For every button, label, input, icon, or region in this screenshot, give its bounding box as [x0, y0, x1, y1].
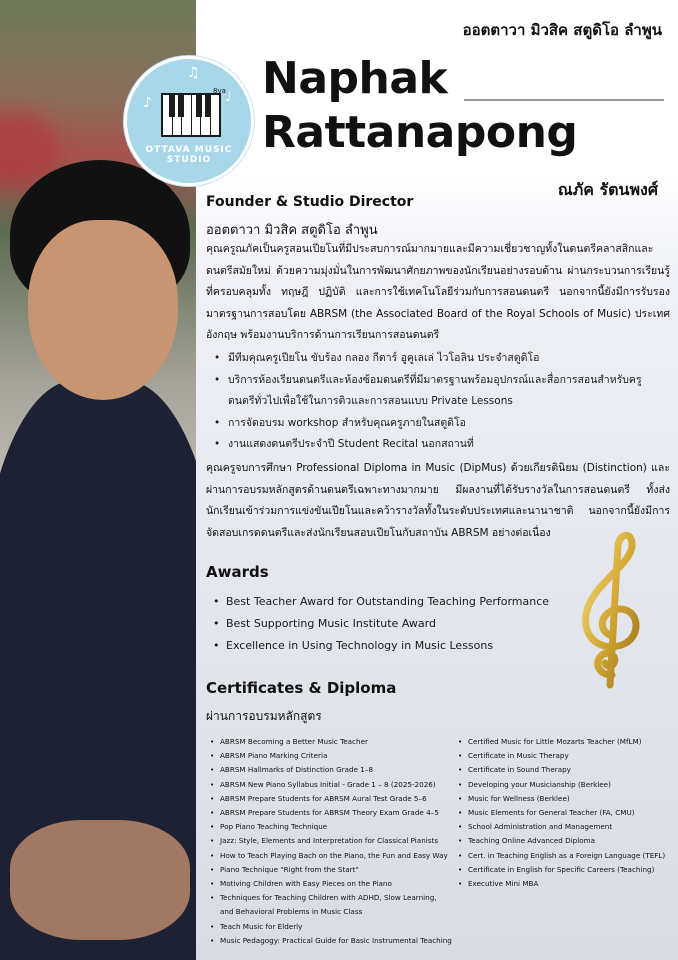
role-title: Founder & Studio Director: [206, 194, 414, 210]
studio-header: ออตตาวา มิวสิค สตูดิโอ ลำพูน: [462, 21, 662, 39]
list-item: • ABRSM Piano Marking Criteria: [220, 749, 466, 763]
list-item: • บริการห้องเรียนดนตรีและห้องซ้อมดนตรีที่มีมาตรฐานพร้อมอุปกรณ์และสื่อการสอนสำหรับครูดนตรีทั่วไปเพื่อใช้ในการติวและการสอนแบบ Private Lessons: [228, 370, 668, 413]
ottava-mark: 8va: [213, 87, 226, 95]
list-item: • Certificate in English for Specific Careers (Teaching): [468, 863, 673, 877]
services-list: [228, 348, 668, 456]
list-item: • งานแสดงดนตรีประจำปี Student Recital นอกสถานที่: [228, 434, 668, 456]
treble-clef-icon: [560, 525, 660, 695]
certificates-list-left: [220, 735, 466, 948]
certificates-heading: Certificates & Diploma: [206, 679, 397, 697]
list-item: • Music Elements for General Teacher (FA, CMU): [468, 806, 673, 820]
list-item: • Music Pedagogy: Practical Guide for Basic Instrumental Teaching: [220, 934, 466, 948]
logo-text: OTTAVA MUSIC STUDIO: [145, 145, 233, 165]
list-item: • Certificate in Music Therapy: [468, 749, 673, 763]
list-item: • ABRSM Prepare Students for ABRSM Aural Test Grade 5–6: [220, 792, 466, 806]
studio-logo: [124, 56, 254, 186]
bio-intro: คุณครูณภัคเป็นครูสอนเปียโนที่มีประสบการณ์มากมายและมีความเชี่ยวชาญทั้งในดนตรีคลาสสิกและดนตรีสมัยใหม่ ด้วยความมุ่งมั่นในการพัฒนาศักยภาพของนักเรียนอย่างรอบด้าน ผ่านกระบวนการเรียนรู้ที่ครอบคลุมทั้ง ทฤษฎี ปฏิบัติ และการใช้เทคโนโลยีร่วมกับการสอนดนตรี นอกจากนี้ยังมีการรับรองมาตรฐานการสอบโดย ABRSM (the Associated Board of the Royal Schools of Music) ประเทศอังกฤษ พร้อมงานบริการด้านการเรียนการสอนดนตรี: [206, 243, 670, 341]
awards-list: [226, 591, 549, 657]
list-item: • Motiving Children with Easy Pieces on the Piano: [220, 877, 466, 891]
list-item: • ABRSM Prepare Students for ABRSM Theory Exam Grade 4–5: [220, 806, 466, 820]
certificates-subheading: ผ่านการอบรมหลักสูตร: [206, 709, 322, 723]
list-item: • Developing your Musicianship (Berklee): [468, 778, 673, 792]
list-item: • Certified Music for Little Mozarts Teacher (MfLM): [468, 735, 673, 749]
list-item: • Techniques for Teaching Children with ADHD, Slow Learning,: [220, 891, 466, 905]
list-item: • Piano Technique "Right from the Start": [220, 863, 466, 877]
studio-subtitle: ออตตาวา มิวสิค สตูดิโอ ลำพูน: [206, 223, 378, 238]
list-item: • How to Teach Playing Bach on the Piano, the Fun and Easy Way: [220, 849, 466, 863]
music-note-icon: ♫: [187, 65, 200, 81]
list-item: • Teaching Online Advanced Diploma: [468, 834, 673, 848]
bio-education: คุณครูจบการศึกษา Professional Diploma in Music (DipMus) ด้วยเกียรตินิยม (Distinction) และผ่านการอบรมหลักสูตรด้านดนตรีเฉพาะทางมากมาย มีผลงานที่ได้รับรางวัลในการสอนดนตรี ทั้งส่งนักเรียนเข้าร่วมการแข่งขันเปียโนและคว้ารางวัลทั้งในระดับประเทศและนานาชาติ นอกจากนี้ยังมีการจัดสอบเกรดดนตรีและส่งนักเรียนสอบเปียโนกับสถาบัน ABRSM อย่างต่อเนื่อง: [206, 462, 670, 539]
music-note-icon: ♩: [225, 89, 232, 105]
thai-name: ณภัค รัตนพงศ์: [557, 180, 658, 199]
list-item: • School Administration and Management: [468, 820, 673, 834]
list-item: • Best Supporting Music Institute Award: [226, 613, 549, 635]
list-item: • ABRSM Becoming a Better Music Teacher: [220, 735, 466, 749]
list-item: • Teach Music for Elderly: [220, 920, 466, 934]
piano-keys-icon: [161, 93, 221, 137]
list-item: • Excellence in Using Technology in Music Lessons: [226, 635, 549, 657]
list-item-continued: and Behavioral Problems in Music Class: [220, 907, 363, 917]
list-item: • มีทีมคุณครูเปียโน ขับร้อง กลอง กีตาร์ อูคูเลเล่ ไวโอลิน ประจำสตูดิโอ: [228, 348, 668, 370]
list-item: • Pop Piano Teaching Technique: [220, 820, 466, 834]
certificates-list-right: [468, 735, 673, 891]
list-item: • ABRSM New Piano Syllabus Initial - Grade 1 – 8 (2025-2026): [220, 778, 466, 792]
list-item: • Music for Wellness (Berklee): [468, 792, 673, 806]
name-last: Rattanapong: [262, 107, 578, 158]
music-note-icon: ♪: [143, 95, 152, 111]
awards-heading: Awards: [206, 563, 269, 581]
list-item: • การจัดอบรม workshop สำหรับคุณครูภายในสตูดิโอ: [228, 413, 668, 435]
profile-name: [262, 52, 577, 160]
list-item: • Cert. in Teaching English as a Foreign Language (TEFL): [468, 849, 673, 863]
list-item: • Best Teacher Award for Outstanding Teaching Performance: [226, 591, 549, 613]
name-first: Naphak: [262, 53, 448, 104]
list-item: • ABRSM Hallmarks of Distinction Grade 1–8: [220, 763, 466, 777]
list-item: • Jazz: Style, Elements and Interpretation for Classical Pianists: [220, 834, 466, 848]
list-item: • Certificate in Sound Therapy: [468, 763, 673, 777]
divider: [464, 99, 664, 101]
list-item: • Executive Mini MBA: [468, 877, 673, 891]
